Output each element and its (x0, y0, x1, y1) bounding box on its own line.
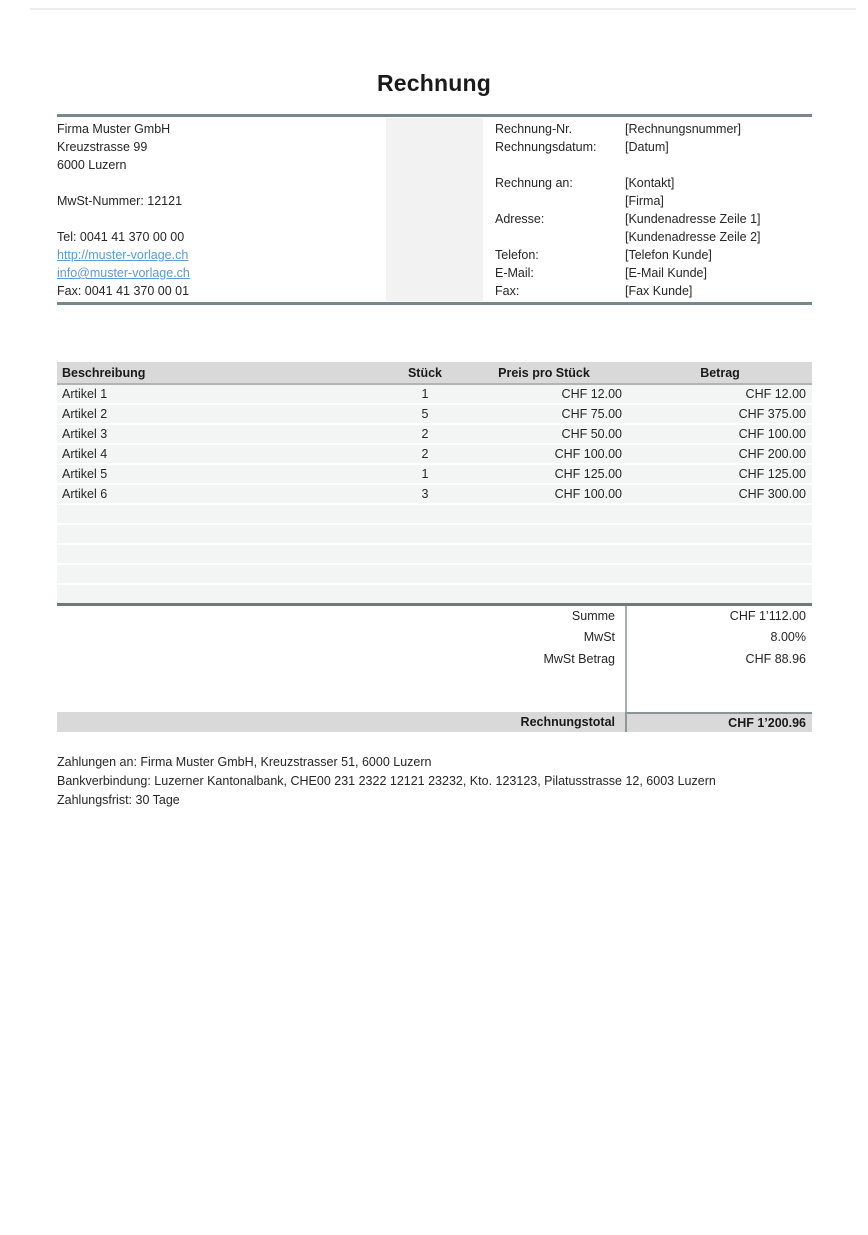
payment-bank-line: Bankverbindung: Luzerner Kantonalbank, CHE00 231 2322 12121 23232, Kto. 123123, Pilatusstrasse 12, 6003 Luzern (57, 774, 716, 788)
field-row-firm (495, 192, 812, 210)
table-row-empty (57, 524, 812, 544)
field-label: Adresse: (495, 212, 545, 226)
table-cell: 5 (390, 404, 460, 424)
table-cell (460, 564, 628, 584)
payment-terms-line: Zahlungsfrist: 30 Tage (57, 793, 180, 807)
table-cell (57, 524, 390, 544)
table-cell: 3 (390, 484, 460, 504)
field-label (495, 156, 625, 174)
company-info (57, 117, 386, 302)
company-email-link[interactable]: info@muster-vorlage.ch (57, 266, 190, 280)
field-value: [Rechnungsnummer] (625, 122, 742, 136)
company-street: Kreuzstrasse 99 (57, 140, 148, 154)
table-cell (57, 544, 390, 564)
column-header-amount: Betrag (628, 362, 812, 384)
table-cell: Artikel 3 (57, 424, 390, 444)
summary-value: CHF 88.96 (625, 649, 812, 671)
field-row-fax (495, 282, 812, 300)
table-row-empty (57, 584, 812, 604)
summary-row-subtotal (57, 606, 812, 628)
summary-spacer (57, 670, 812, 712)
table-cell (390, 524, 460, 544)
summary-row-vat-rate (57, 627, 812, 649)
table-header-row (57, 362, 812, 384)
summary-value: CHF 1’112.00 (625, 606, 812, 628)
table-cell (390, 584, 460, 604)
field-row-blank (495, 156, 812, 174)
field-label: Rechnung an: (495, 176, 573, 190)
table-cell: Artikel 2 (57, 404, 390, 424)
field-value: [Telefon Kunde] (625, 248, 712, 262)
page-top-divider (30, 8, 856, 10)
summary-section (57, 606, 812, 733)
table-cell (460, 584, 628, 604)
company-fax: Fax: 0041 41 370 00 01 (57, 284, 190, 298)
table-cell: CHF 100.00 (628, 424, 812, 444)
table-row (57, 424, 812, 444)
column-header-unit-price: Preis pro Stück (460, 362, 628, 384)
table-cell (390, 564, 460, 584)
table-cell (57, 584, 390, 604)
table-cell: CHF 100.00 (460, 484, 628, 504)
table-cell: Artikel 5 (57, 464, 390, 484)
table-cell: 2 (390, 424, 460, 444)
field-row-bill-to (495, 174, 812, 192)
column-header-description: Beschreibung (57, 362, 390, 384)
line-items-header (57, 362, 812, 384)
table-cell: CHF 125.00 (628, 464, 812, 484)
items-body (57, 384, 812, 604)
table-cell (57, 564, 390, 584)
field-value: [E-Mail Kunde] (625, 266, 707, 280)
table-cell (628, 564, 812, 584)
summary-row-vat-amount (57, 649, 812, 671)
table-cell (628, 504, 812, 524)
field-label (495, 192, 625, 210)
summary-label: MwSt Betrag (543, 651, 615, 666)
table-cell: CHF 12.00 (460, 384, 628, 404)
table-cell (460, 524, 628, 544)
table-cell: CHF 100.00 (460, 444, 628, 464)
field-row-address-2 (495, 228, 812, 246)
payment-payee-line: Zahlungen an: Firma Muster GmbH, Kreuzstrasser 51, 6000 Luzern (57, 755, 432, 769)
table-cell: Artikel 6 (57, 484, 390, 504)
summary-value: 8.00% (625, 627, 812, 649)
table-cell: CHF 12.00 (628, 384, 812, 404)
field-label: Rechnungsdatum: (495, 140, 597, 154)
table-cell (390, 544, 460, 564)
table-row-empty (57, 564, 812, 584)
field-value: [Fax Kunde] (625, 284, 693, 298)
field-row-invoice-date (495, 138, 812, 156)
table-row (57, 444, 812, 464)
column-header-quantity: Stück (390, 362, 460, 384)
table-cell: CHF 375.00 (628, 404, 812, 424)
field-value: [Datum] (625, 140, 669, 154)
field-value: [Kundenadresse Zeile 1] (625, 212, 761, 226)
field-row-email (495, 264, 812, 282)
company-tel: Tel: 0041 41 370 00 00 (57, 230, 185, 244)
field-row-address (495, 210, 812, 228)
table-cell (57, 504, 390, 524)
summary-label: MwSt (583, 630, 615, 644)
invoice-header-block (57, 114, 812, 305)
table-cell: 2 (390, 444, 460, 464)
table-cell (460, 544, 628, 564)
company-vat: MwSt-Nummer: 12121 (57, 194, 183, 208)
table-cell: CHF 50.00 (460, 424, 628, 444)
table-cell: CHF 200.00 (628, 444, 812, 464)
table-row-empty (57, 504, 812, 524)
header-gutter (386, 118, 483, 301)
total-value: CHF 1’200.96 (625, 712, 812, 732)
company-name: Firma Muster GmbH (57, 122, 171, 136)
field-value: [Kundenadresse Zeile 2] (625, 230, 761, 244)
field-value (625, 156, 812, 174)
invoice-fields (483, 117, 812, 302)
table-cell (390, 504, 460, 524)
field-value: [Firma] (625, 194, 664, 208)
table-row-empty (57, 544, 812, 564)
field-label: E-Mail: (495, 266, 534, 280)
table-row (57, 484, 812, 504)
table-cell (628, 544, 812, 564)
table-row (57, 404, 812, 424)
page-title: Rechnung (376, 70, 492, 96)
invoice-page (0, 8, 868, 810)
table-cell: CHF 125.00 (460, 464, 628, 484)
field-label (495, 228, 625, 246)
summary-row-total (57, 712, 812, 732)
summary-label: Summe (571, 608, 615, 623)
total-label: Rechnungstotal (57, 712, 625, 732)
table-cell: CHF 75.00 (460, 404, 628, 424)
field-row-phone (495, 246, 812, 264)
table-cell: 1 (390, 464, 460, 484)
company-city: 6000 Luzern (57, 158, 127, 172)
payment-info (57, 753, 828, 810)
table-cell: Artikel 4 (57, 444, 390, 464)
table-row (57, 384, 812, 404)
table-cell: Artikel 1 (57, 384, 390, 404)
table-cell: 1 (390, 384, 460, 404)
table-cell: CHF 300.00 (628, 484, 812, 504)
field-value: [Kontakt] (625, 176, 675, 190)
field-row-invoice-number (495, 120, 812, 138)
field-label: Fax: (495, 284, 520, 298)
company-website-link[interactable]: http://muster-vorlage.ch (57, 248, 189, 262)
table-cell (628, 584, 812, 604)
table-cell (628, 524, 812, 544)
line-items-table (57, 362, 812, 606)
field-label: Rechnung-Nr. (495, 122, 573, 136)
field-label: Telefon: (495, 248, 539, 262)
table-row (57, 464, 812, 484)
table-cell (460, 504, 628, 524)
